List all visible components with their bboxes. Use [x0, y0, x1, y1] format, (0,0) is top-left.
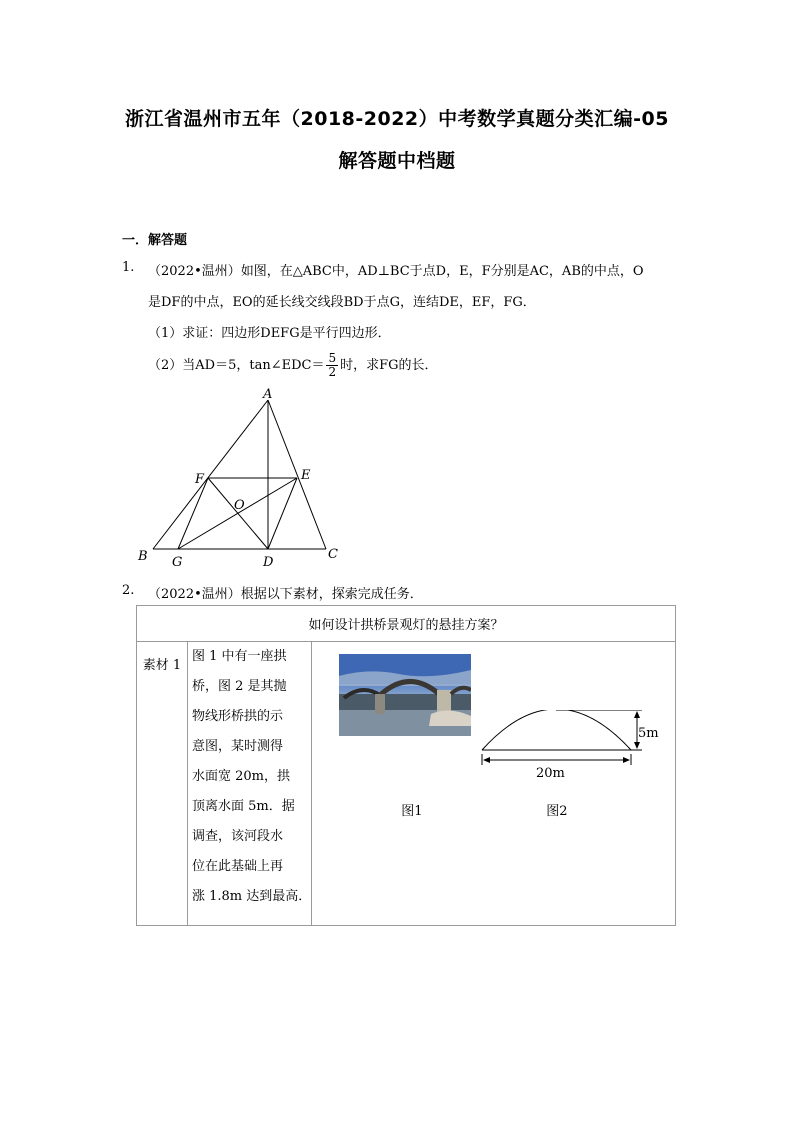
point-label-f: F	[195, 472, 205, 487]
triangle-figure	[130, 388, 350, 570]
parabolic-arch	[482, 710, 631, 750]
width-label: 20m	[536, 766, 566, 781]
material-line: 位在此基础上再	[192, 859, 284, 874]
fraction	[326, 352, 338, 379]
material-label: 素材 1	[137, 642, 188, 926]
material-line: 物线形桥拱的示	[192, 709, 284, 724]
fraction-denominator: 2	[328, 365, 337, 379]
q2-intro: （2022•温州）根据以下素材，探索完成任务．	[148, 587, 423, 602]
q1-line1: （2022•温州）如图，在△ABC中，AD⊥BC于点D，E，F分别是AC，AB的中点，O	[148, 264, 644, 279]
q2-number: 2.	[122, 583, 135, 598]
material-line: 桥，图 2 是其抛	[192, 679, 287, 694]
height-label: 5m	[638, 726, 659, 741]
material-line: 水面宽 20m，拱	[192, 769, 291, 784]
fraction-numerator: 5	[328, 351, 337, 365]
fig2-caption: 图2	[546, 804, 568, 819]
point-label-g: G	[172, 555, 183, 570]
arrow-down	[634, 742, 640, 749]
material-line: 顶离水面 5m．据	[192, 799, 295, 814]
point-label-d: D	[263, 555, 274, 570]
arrow-left	[483, 757, 490, 763]
arrow-right	[623, 757, 630, 763]
segment-de	[268, 478, 297, 549]
material-line: 调查，该河段水	[192, 829, 284, 844]
section-heading: 一．解答题	[122, 233, 188, 248]
segment-fg	[178, 478, 208, 549]
table-title: 如何设计拱桥景观灯的悬挂方案？	[137, 606, 676, 642]
document-title-line1: 浙江省温州市五年（2018-2022）中考数学真题分类汇编-05	[125, 108, 669, 130]
segment-eg	[178, 478, 297, 549]
q1-number: 1.	[122, 260, 135, 275]
segment-ab	[153, 400, 268, 549]
bridge-photo	[339, 654, 471, 736]
material-line: 意图，某时测得	[192, 739, 284, 754]
q1-line2: 是DF的中点，EO的延长线交线段BD于点G，连结DE，EF，FG．	[148, 295, 536, 310]
point-label-c: C	[328, 547, 338, 562]
q1-part2-suffix: 时，求FG的长．	[340, 358, 438, 373]
point-label-o: O	[234, 498, 245, 513]
point-label-e: E	[301, 468, 311, 483]
arrow-up	[634, 711, 640, 718]
material-table	[136, 605, 676, 926]
material-line: 图 1 中有一座拱	[192, 649, 287, 664]
figures-cell	[312, 642, 676, 926]
q1-part1: （1）求证：四边形DEFG是平行四边形．	[148, 326, 391, 341]
fig1-caption: 图1	[401, 804, 423, 819]
parabola-diagram	[477, 710, 667, 800]
q1-part2-prefix: （2）当AD＝5，tan∠EDC＝	[148, 358, 325, 373]
material-description	[188, 642, 312, 926]
point-label-b: B	[138, 549, 148, 564]
document-title-line2: 解答题中档题	[338, 150, 456, 172]
material-line: 涨 1.8m 达到最高．	[192, 889, 312, 904]
q1-part2	[148, 352, 438, 379]
point-label-a: A	[263, 388, 273, 402]
